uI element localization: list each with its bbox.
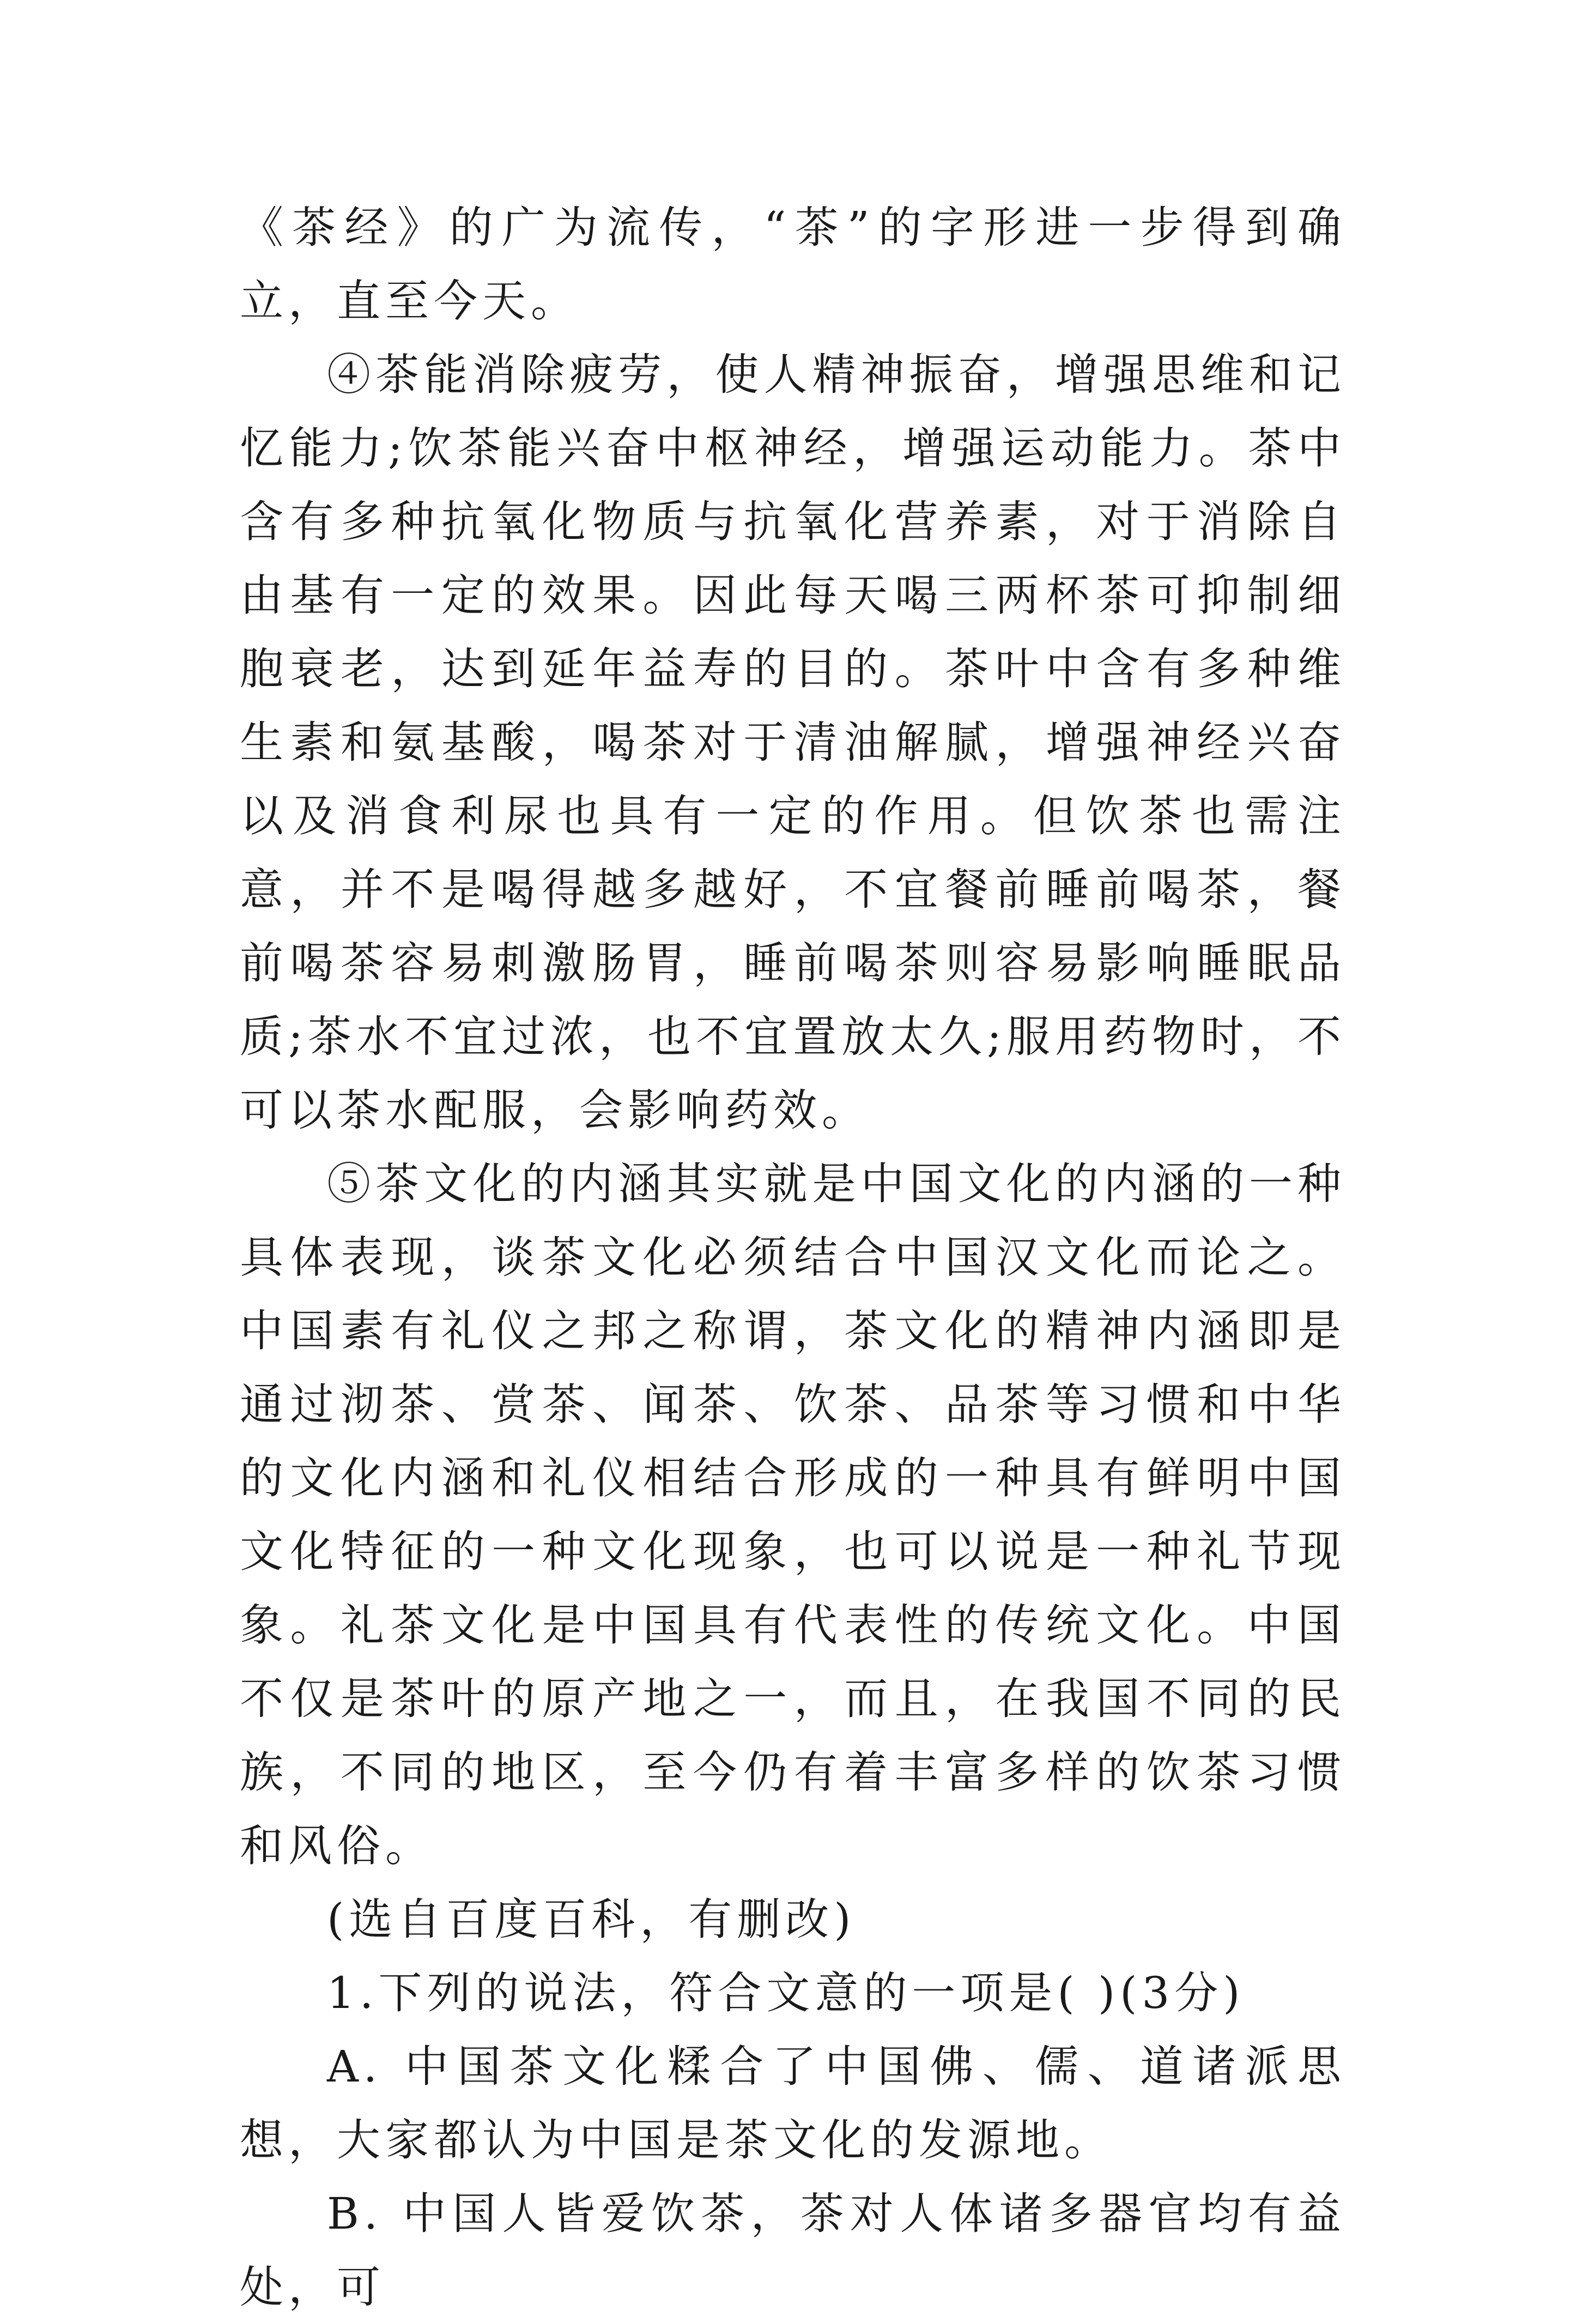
document-body xyxy=(240,191,1346,2324)
option-a: A. 中国茶文化糅合了中国佛、儒、道诸派思想，大家都认为中国是茶文化的发源地。 xyxy=(240,2041,1346,2165)
paragraph-continuation: 《茶经》的广为流传，“茶”的字形进一步得到确立，直至今天。 xyxy=(240,202,1346,326)
question-stem: 1.下列的说法，符合文意的一项是( )(3分) xyxy=(327,1968,1245,2018)
paragraph-4: ④茶能消除疲劳，使人精神振奋，增强思维和记忆能力;饮茶能兴奋中枢神经，增强运动能力。茶中含有多种抗氧化物质与抗氧化营养素，对于消除自由基有一定的效果。因此每天喝三两杯茶可抑制细胞衰老，达到延年益寿的目的。茶叶中含有多种维生素和氨基酸，喝茶对于清油解腻，增强神经兴奋以及消食利尿也具有一定的作用。但饮茶也需注意，并不是喝得越多越好，不宜餐前睡前喝茶，餐前喝茶容易刺激肠胃，睡前喝茶则容易影响睡眠品质;茶水不宜过浓，也不宜置放太久;服用药物时，不可以茶水配服，会影响药效。 xyxy=(240,349,1346,1136)
paragraph-5: ⑤茶文化的内涵其实就是中国文化的内涵的一种具体表现，谈茶文化必须结合中国汉文化而论之。中国素有礼仪之邦之称谓，茶文化的精神内涵即是通过沏茶、赏茶、闻茶、饮茶、品茶等习惯和中华的文化内涵和礼仪相结合形成的一种具有鲜明中国文化特征的一种文化现象，也可以说是一种礼节现象。礼茶文化是中国具有代表性的传统文化。中国不仅是茶叶的原产地之一，而且，在我国不同的民族，不同的地区，至今仍有着丰富多样的饮茶习惯和风俗。 xyxy=(240,1158,1346,1871)
source-citation: (选自百度百科，有删改) xyxy=(327,1894,856,1945)
option-b: B. 中国人皆爱饮茶，茶对人体诸多器官均有益处，可 xyxy=(240,2188,1346,2313)
